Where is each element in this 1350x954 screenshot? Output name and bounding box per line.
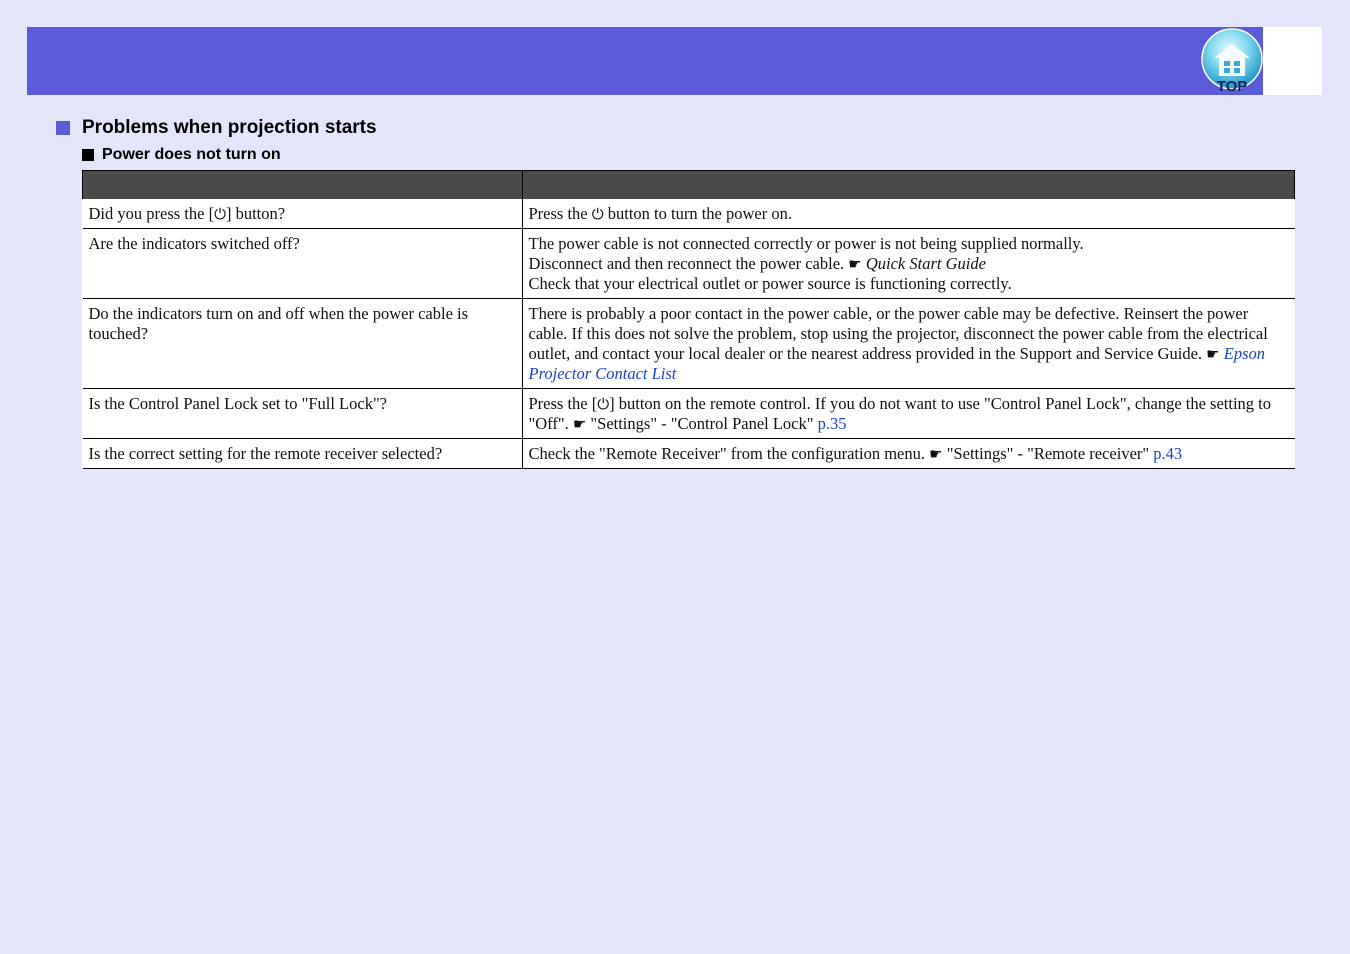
page-link-p43[interactable]: p.43 xyxy=(1153,444,1183,463)
table-row xyxy=(83,199,1295,229)
power-icon: ⏻ xyxy=(214,205,226,223)
section-title: Problems when projection starts xyxy=(82,117,377,138)
remedy-cell: Press the ⏻ button to turn the power on. xyxy=(522,199,1295,229)
contact-list-link[interactable]: Epson Projector Contact List xyxy=(528,344,1265,383)
pointing-hand-icon: ☛ xyxy=(1206,345,1220,363)
check-cell: Do the indicators turn on and off when the power cable is touched? xyxy=(83,299,523,389)
check-cell: Is the Control Panel Lock set to "Full Lock"? xyxy=(83,389,523,439)
table-row xyxy=(83,439,1295,469)
table-header-row xyxy=(83,171,1295,200)
check-cell: Is the correct setting for the remote receiver selected? xyxy=(83,439,523,469)
check-cell: Did you press the [⏻] button? xyxy=(83,199,523,229)
page-link-p35[interactable]: p.35 xyxy=(817,414,847,433)
remedy-cell: There is probably a poor contact in the power cable, or the power cable may be defective. Reinsert the power cable. If this does not solve the problem, stop using the projector, disconnect the power cable from the electrical outlet, and contact your local dealer or the nearest address provided in the Support and Service Guide. ☛ Epson Projector Contact List xyxy=(522,299,1295,389)
column-header-remedy xyxy=(522,171,1295,200)
power-icon: ⏻ xyxy=(597,395,610,413)
remedy-cell: The power cable is not connected correctly or power is not being supplied normally. Disconnect and then reconnect the power cable. ☛ Quick Start Guide Check that your electrical outlet or power source is functioning correctly. xyxy=(522,229,1295,299)
troubleshooting-table xyxy=(82,170,1295,469)
subsection-title: Power does not turn on xyxy=(102,146,281,163)
pointing-hand-icon: ☛ xyxy=(848,255,862,273)
pointing-hand-icon: ☛ xyxy=(572,415,587,433)
section-heading xyxy=(56,117,377,139)
sub-heading xyxy=(82,145,281,165)
pointing-hand-icon: ☛ xyxy=(929,445,943,463)
black-square-icon xyxy=(82,149,94,161)
remedy-cell: Press the [⏻] button on the remote control. If you do not want to use "Control Panel Lock", change the setting to "Off". ☛ "Settings" - "Control Panel Lock" p.35 xyxy=(522,389,1295,439)
header-corner xyxy=(1263,27,1322,95)
table-row xyxy=(83,299,1295,389)
square-bullet-icon xyxy=(56,121,70,135)
table-row xyxy=(83,389,1295,439)
top-button[interactable] xyxy=(1200,28,1264,94)
remedy-cell: Check the "Remote Receiver" from the configuration menu. ☛ "Settings" - "Remote receiver" p.43 xyxy=(522,439,1295,469)
check-cell: Are the indicators switched off? xyxy=(83,229,523,299)
top-label: TOP xyxy=(1216,78,1248,95)
power-icon: ⏻ xyxy=(591,205,604,223)
table-row xyxy=(83,229,1295,299)
quick-start-guide-ref: Quick Start Guide xyxy=(865,254,986,273)
header-band xyxy=(27,27,1263,95)
column-header-check xyxy=(83,171,523,200)
